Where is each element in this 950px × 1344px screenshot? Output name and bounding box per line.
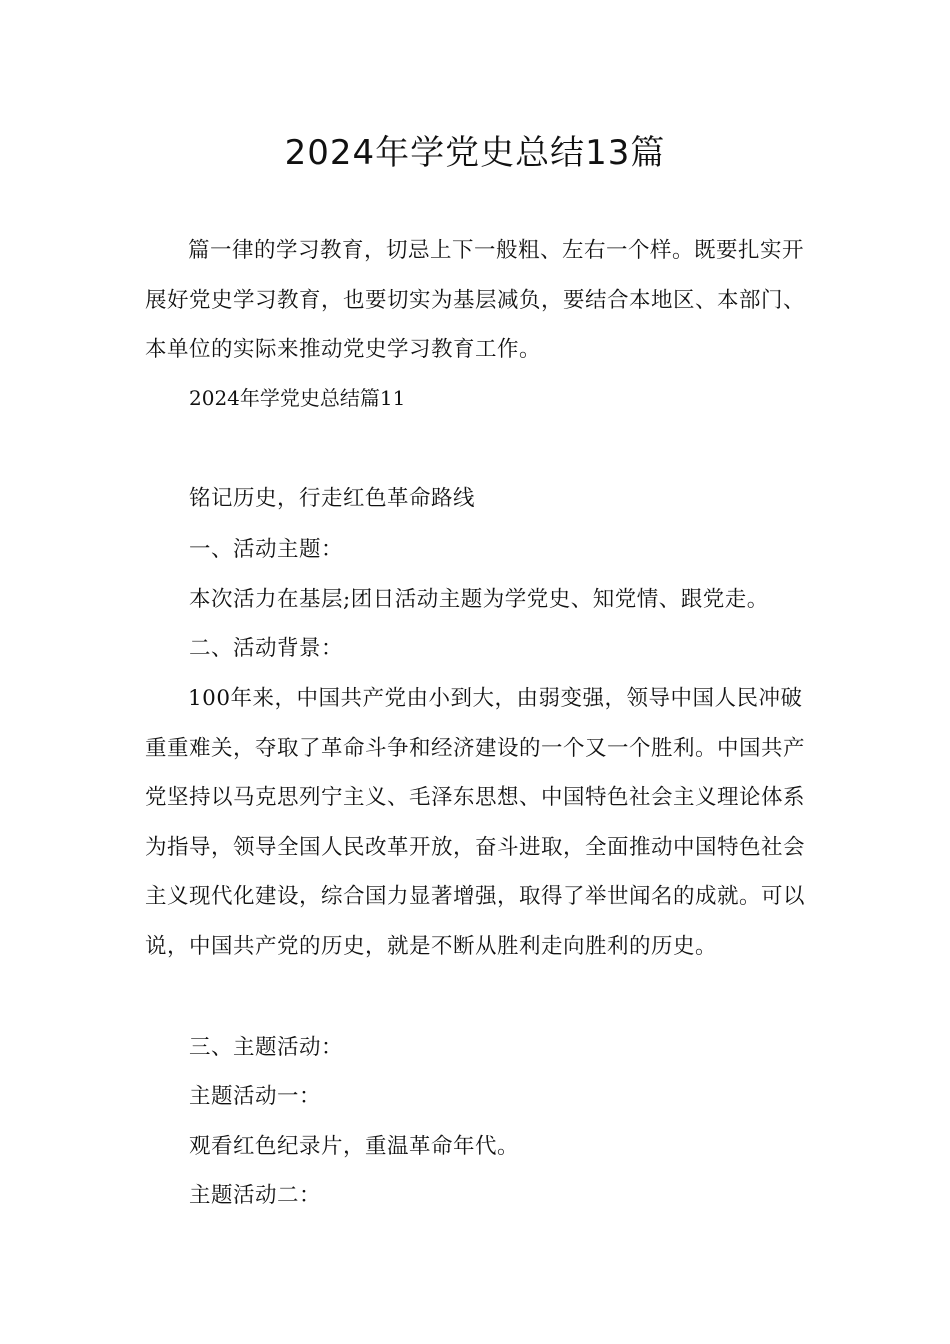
background-paragraph: 100年来，中国共产党由小到大，由弱变强，领导中国人民冲破重重难关，夺取了革命斗争和经济建设的一个又一个胜利。中国共产党坚持以马克思列宁主义、毛泽东思想、中国特色社会主义理论体系为指导，领导全国人民改革开放，奋斗进取，全面推动中国特色社会主义现代化建设，综合国力显著增强，取得了举世闻名的成就。可以说，中国共产党的历史，就是不断从胜利走向胜利的历史。 bbox=[145, 686, 806, 959]
activity-subtitle: 铭记历史，行走红色革命路线 bbox=[189, 486, 476, 511]
background-heading: 二、活动背景： bbox=[189, 636, 344, 661]
theme-heading: 一、活动主题： bbox=[189, 537, 344, 562]
intro-paragraph: 篇一律的学习教育，切忌上下一般粗、左右一个样。既要扎实开展好党史学习教育，也要切实为基层减负，要结合本地区、本部门、本单位的实际来推动党史学习教育工作。 bbox=[145, 238, 806, 362]
theme-text: 本次活力在基层;团日活动主题为学党史、知党情、跟党走。 bbox=[189, 587, 769, 612]
activity-two-heading: 主题活动二： bbox=[189, 1183, 322, 1208]
activities-heading: 三、主题活动： bbox=[189, 1035, 344, 1060]
document-title: 2024年学党史总结13篇 bbox=[284, 133, 666, 173]
section-heading: 2024年学党史总结篇11 bbox=[189, 386, 406, 410]
activity-one-text: 观看红色纪录片，重温革命年代。 bbox=[189, 1134, 520, 1159]
activity-one-heading: 主题活动一： bbox=[189, 1084, 322, 1109]
